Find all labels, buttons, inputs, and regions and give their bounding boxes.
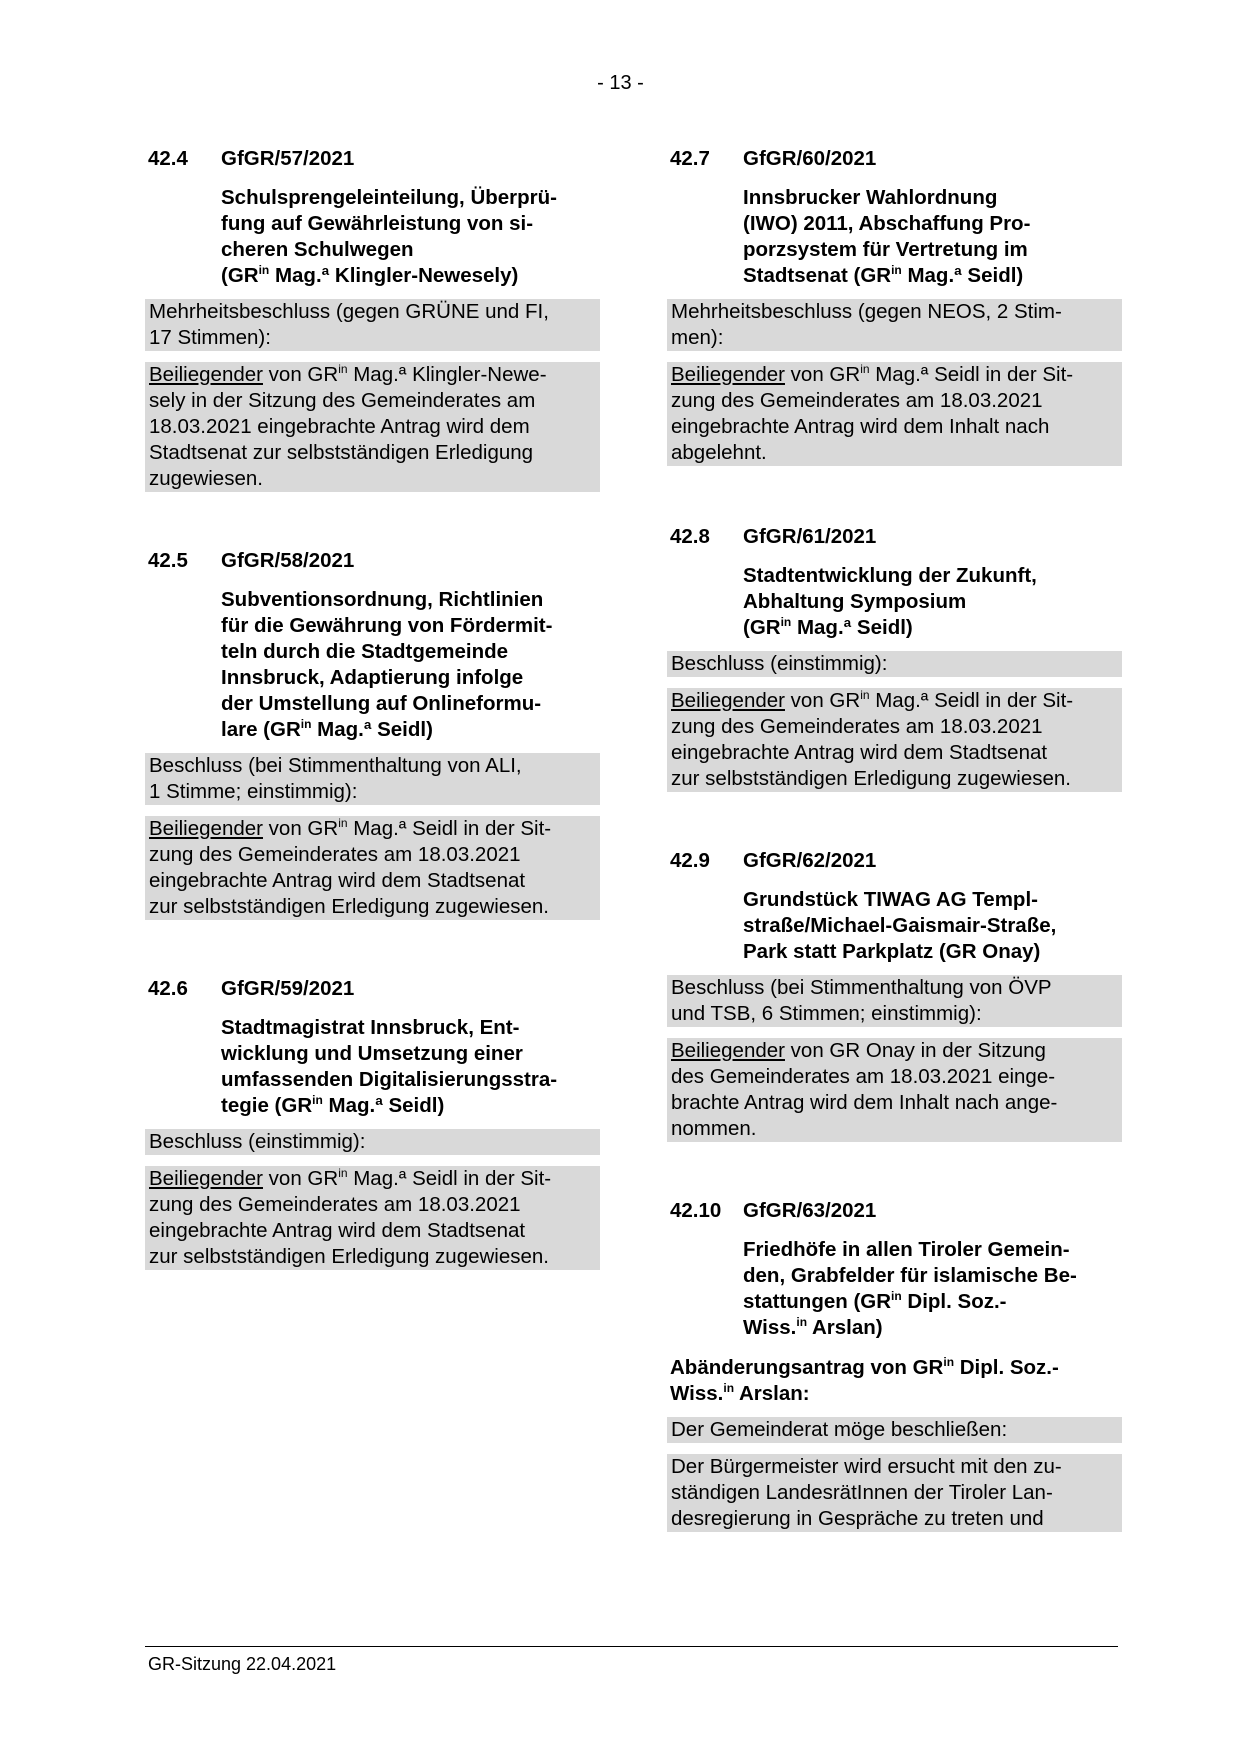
decision-text: Beschluss (einstimmig): <box>667 651 1122 677</box>
item-title: Stadtmagistrat Innsbruck, Ent- wicklung und Umsetzung einer umfassenden Digitalisierungsstra- tegie ($GR^{in}$ Mag.ª Seidl) <box>221 1016 558 1117</box>
item-number: 42.9 <box>670 849 710 872</box>
item-title: Innsbrucker Wahlordnung (IWO) 2011, Abschaffung Pro- porzsystem für Vertretung im Stadtsenat ($GR^{in}$ Mag.ª Seidl) <box>743 186 1031 287</box>
decision-text: Der Gemeinderat möge beschließen: <box>667 1417 1122 1443</box>
agenda-item-42-7 <box>667 146 1122 466</box>
footer-text: GR-Sitzung 22.04.2021 <box>148 1654 337 1674</box>
agenda-item-42-9 <box>667 848 1122 1142</box>
item-number: 42.7 <box>670 147 710 170</box>
item-code: GfGR/57/2021 <box>221 147 355 170</box>
item-number: 42.5 <box>148 549 188 572</box>
page-number: - 13 - <box>597 72 644 94</box>
item-title: Friedhöfe in allen Tiroler Gemein- den, Grabfelder für islamische Be- stattungen ($GR^{in}$ Dipl. Soz.- Wiss.$^{in}$ Arslan) <box>743 1238 1077 1339</box>
item-code: GfGR/63/2021 <box>743 1199 877 1222</box>
item-title: Subventionsordnung, Richtlinien für die Gewährung von Fördermit- teln durch die Stadtgemeinde Innsbruck, Adaptierung infolge der Umstellung auf Onlineformu- lare ($GR^{in}$ Mag.ª Seidl) <box>221 588 553 741</box>
amendment-heading: Abänderungsantrag von $GR^{in}$ Dipl. Soz.- Wiss.$^{in}$ Arslan: <box>670 1355 1059 1405</box>
item-code: GfGR/60/2021 <box>743 147 877 170</box>
decision-body: Beiliegender von $GR^{in}$ Mag.ª Seidl in der Sit- zung des Gemeinderates am 18.03.2021 eingebrachte Antrag wird dem Stadtsenat zur selbstständigen Erledigung zugewiesen. <box>667 677 1122 792</box>
item-title: Stadtentwicklung der Zukunft, Abhaltung Symposium ($GR^{in}$ Mag.ª Seidl) <box>743 564 1037 639</box>
decision-text: Beschluss (bei Stimmenthaltung von ALI, 1 Stimme; einstimmig): <box>145 753 600 805</box>
item-number: 42.10 <box>670 1199 722 1222</box>
item-title: Grundstück TIWAG AG Templ- straße/Michael-Gaismair-Straße, Park statt Parkplatz (GR Onay) <box>743 888 1057 963</box>
item-code: GfGR/59/2021 <box>221 977 355 1000</box>
agenda-item-42-4 <box>145 146 600 492</box>
agenda-item-42-5 <box>145 548 600 920</box>
item-code: GfGR/61/2021 <box>743 525 877 548</box>
decision-text: Mehrheitsbeschluss (gegen GRÜNE und FI, 17 Stimmen): <box>145 299 600 351</box>
decision-text: Beschluss (einstimmig): <box>145 1129 600 1155</box>
footer-divider <box>145 1646 1118 1647</box>
decision-text: Beschluss (bei Stimmenthaltung von ÖVP und TSB, 6 Stimmen; einstimmig): <box>667 975 1122 1027</box>
item-title: Schulsprengeleinteilung, Überprü- fung auf Gewährleistung von si- cheren Schulwegen ($GR^{in}$ Mag.ª Klingler-Newesely) <box>221 186 558 287</box>
decision-body: Beiliegender von $GR^{in}$ Mag.ª Klingler-Newe- sely in der Sitzung des Gemeinderates am 18.03.2021 eingebrachte Antrag wird dem Stadtsenat zur selbstständigen Erledigung zugewiesen. <box>145 351 600 492</box>
item-code: GfGR/58/2021 <box>221 549 355 572</box>
decision-body: Beiliegender von $GR^{in}$ Mag.ª Seidl in der Sit- zung des Gemeinderates am 18.03.2021 eingebrachte Antrag wird dem Stadtsenat zur selbstständigen Erledigung zugewiesen. <box>145 1155 600 1270</box>
decision-text: Mehrheitsbeschluss (gegen NEOS, 2 Stim- men): <box>667 299 1122 351</box>
item-code: GfGR/62/2021 <box>743 849 877 872</box>
decision-body: Der Bürgermeister wird ersucht mit den zu- ständigen LandesrätInnen der Tiroler Lan- desregierung in Gespräche zu treten und <box>667 1443 1122 1532</box>
agenda-item-42-6 <box>145 976 600 1270</box>
decision-body: Beiliegender von GR Onay in der Sitzung des Gemeinderates am 18.03.2021 einge- brachte Antrag wird dem Inhalt nach ange- nommen. <box>667 1027 1122 1142</box>
item-number: 42.8 <box>670 525 710 548</box>
agenda-item-42-8 <box>667 524 1122 792</box>
decision-body: Beiliegender von $GR^{in}$ Mag.ª Seidl in der Sit- zung des Gemeinderates am 18.03.2021 eingebrachte Antrag wird dem Stadtsenat zur selbstständigen Erledigung zugewiesen. <box>145 805 600 920</box>
decision-body: Beiliegender von $GR^{in}$ Mag.ª Seidl in der Sit- zung des Gemeinderates am 18.03.2021 eingebrachte Antrag wird dem Inhalt nach abgelehnt. <box>667 351 1122 466</box>
agenda-item-42-10 <box>667 1198 1122 1532</box>
item-number: 42.4 <box>148 147 188 170</box>
item-number: 42.6 <box>148 977 188 1000</box>
